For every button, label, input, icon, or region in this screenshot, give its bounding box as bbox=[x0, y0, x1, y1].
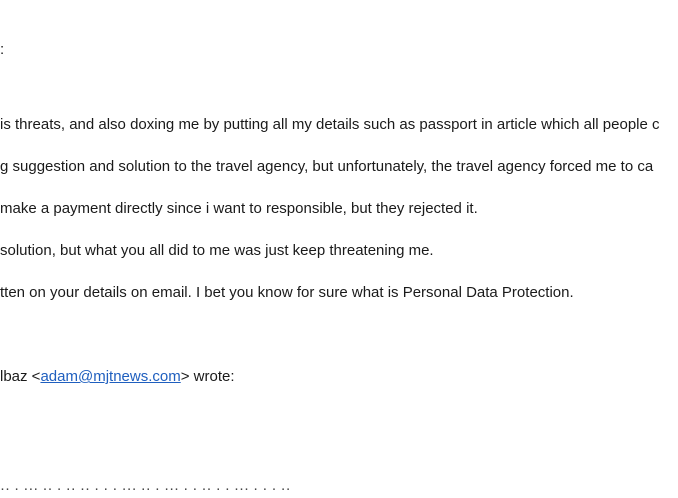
body-line: is threats, and also doxing me by putting all my details such as passport in article which all people c bbox=[0, 116, 660, 133]
sender-email-link[interactable]: adam@mjtnews.com bbox=[40, 368, 181, 385]
quote-wrote-label: > wrote: bbox=[180, 368, 235, 385]
quote-sender-name: lbaz < bbox=[0, 368, 41, 385]
cut-off-text-line: ·· · ··· ·· · ·· ·· · · · ··· ·· · ··· · · ·· · · ··· · · · ·· bbox=[0, 480, 291, 497]
body-line: solution, but what you all did to me was just keep threatening me. bbox=[0, 242, 434, 259]
body-line: tten on your details on email. I bet you know for sure what is Personal Data Protection. bbox=[0, 284, 574, 301]
body-line: : bbox=[0, 41, 5, 58]
quote-header bbox=[0, 368, 235, 386]
body-line: g suggestion and solution to the travel agency, but unfortunately, the travel agency forced me to ca bbox=[0, 158, 654, 175]
body-line: make a payment directly since i want to responsible, but they rejected it. bbox=[0, 200, 478, 217]
